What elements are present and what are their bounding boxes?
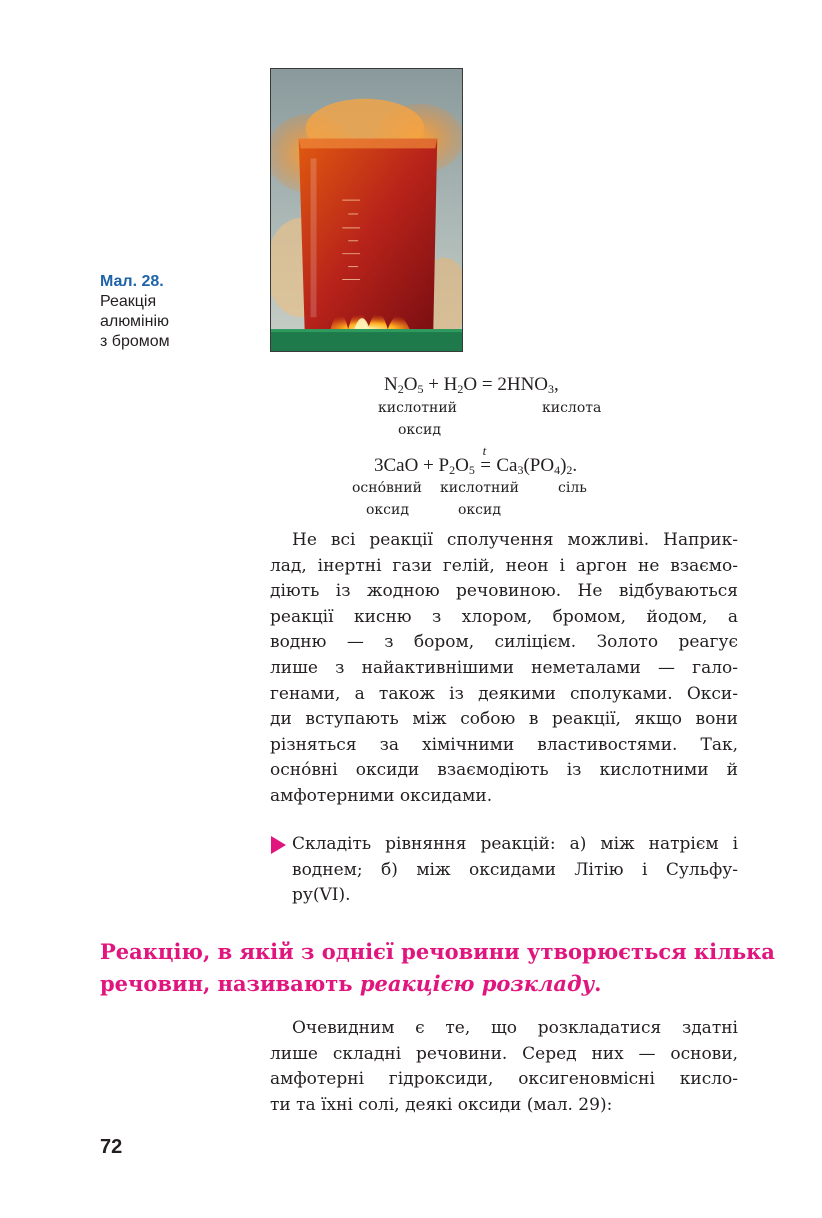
text-line: лад, інертні гази гелій, неон і аргон не взаємо- <box>270 555 738 576</box>
beaker-reaction-image <box>271 69 462 351</box>
caption-line: з бромом <box>100 333 170 350</box>
equation-1-label-reactant: кислотний <box>378 400 457 416</box>
figure-photo <box>270 68 463 352</box>
text-line: амфотерні гідроксиди, оксигеновмісні кисло- <box>270 1069 738 1090</box>
figure-caption <box>100 272 260 352</box>
definition-decomposition <box>100 936 775 1000</box>
text-line: різняться за хімічними властивостями. Так, <box>270 734 738 755</box>
equation-1: $N_2O_5 + H_2O = 2HNO_3$, <box>384 374 559 396</box>
text-line: амфотерними оксидами. <box>270 785 493 806</box>
text-line: лише складні речовини. Серед них — основи, <box>270 1043 738 1064</box>
text-line: генами, а також із деякими сполуками. Окси- <box>270 683 738 704</box>
text-line: осно́вні оксиди взаємодіють із кислотними й <box>270 760 738 781</box>
task-line: ру(VI). <box>292 885 351 906</box>
equation-2-label-acidic-oxide: кислотний <box>440 480 519 496</box>
equation-2-label-salt: сіль <box>558 480 587 496</box>
text-line: ти та їхні солі, деякі оксиди (мал. 29): <box>270 1094 613 1115</box>
equation-2: $3CaO + P_2O_5$ t = $Ca_3(PO_4)_2$. <box>374 443 578 477</box>
page-number: 72 <box>100 1136 123 1158</box>
task-triangle-icon <box>271 836 286 854</box>
text-line: ди вступають між собою в реакції, якщо вони <box>270 709 738 730</box>
equation-2-label-basic-oxide: осно́вний <box>352 480 422 496</box>
text-line: Не всі реакції сполучення можливі. Наприк- <box>292 530 738 550</box>
definition-line: речовин, називають реакцією розкладу. <box>100 971 602 996</box>
equation-2-label-basic-oxide-2: оксид <box>366 502 409 518</box>
figure-number: Мал. 28. <box>100 273 164 290</box>
task-line: воднем; б) між оксидами Літію і Сульфу- <box>292 859 738 880</box>
text-line: Очевидним є те, що розкладатися здатні <box>292 1018 738 1038</box>
definition-term: реакцією розкладу <box>359 971 595 996</box>
task-exercise <box>292 832 738 909</box>
paragraph-decomposition <box>270 1016 738 1118</box>
equation-1-label-product: кислота <box>542 400 602 416</box>
paragraph-combination-reactions <box>270 528 738 810</box>
text-line: діють із жодною речовиною. Не відбуваються <box>270 581 738 602</box>
caption-line: алюмінію <box>100 313 169 330</box>
equation-1-label-reactant-2: оксид <box>398 422 441 438</box>
text-line: водню — з бором, силіцієм. Золото реагує <box>270 632 738 653</box>
text-line: лише з найактивнішими неметалами — гало- <box>270 657 738 678</box>
task-line: Складіть рівняння реакцій: а) між натрієм і <box>292 834 738 854</box>
equation-2-label-acidic-oxide-2: оксид <box>458 502 501 518</box>
caption-line: Реакція <box>100 293 157 310</box>
text-line: реакції кисню з хлором, бромом, йодом, а <box>270 606 738 627</box>
definition-line: Реакцію, в якій з однієї речовини утворюється кілька <box>100 939 775 964</box>
